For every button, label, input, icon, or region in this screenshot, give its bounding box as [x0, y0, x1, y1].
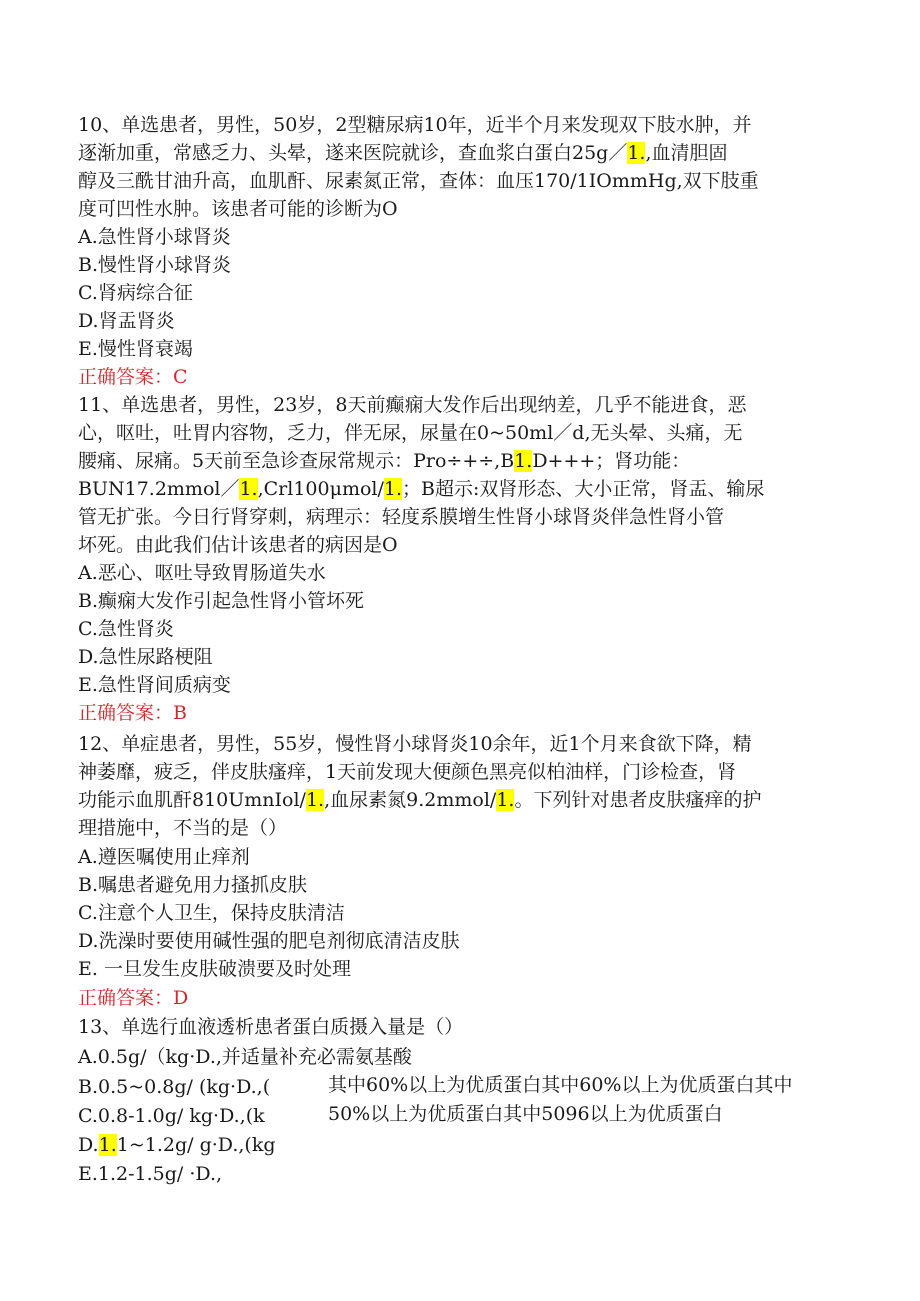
highlight-mark: 1.: [383, 478, 403, 500]
q12-stem-line-4: 理措施中，不当的是（）: [78, 817, 288, 839]
q11-stem-line-3: 腰痛、尿痛。5天前至急诊查尿常规示：Pro÷+÷,B1.D+++；肾功能：: [78, 450, 691, 472]
q11-option-c: C.急性肾炎: [78, 618, 174, 640]
q10-answer: 正确答案：C: [78, 366, 188, 388]
highlight-mark: 1.: [305, 789, 325, 811]
q11-option-a: A.恶心、呕吐导致胃肠道失水: [78, 562, 326, 584]
q13-option-b: B.0.5~0.8g/ (kg·D.,(: [78, 1076, 271, 1098]
q10-stem-line-2: 逐渐加重，常感乏力、头晕，遂来医院就诊，查血浆白蛋白25g／1.,血清胆固: [78, 142, 728, 164]
q12-stem-line-3: 功能示血肌酐810UmnIol/1.,血尿素氮9.2mmol/1.。下列针对患者皮肤瘙痒的护: [78, 789, 762, 811]
q13-option-e: E.1.2-1.5g/ ·D.,: [78, 1163, 223, 1185]
highlight-mark: 1.: [239, 478, 258, 500]
q13-side-text-line-1: 其中60%以上为优质蛋白其中60%以上为优质蛋白其中: [328, 1074, 793, 1096]
q11-stem-line-4: BUN17.2mmol／1.,Crl100μmol/1.；B超示:双肾形态、大小正常，肾盂、输尿: [78, 478, 765, 500]
q11-option-b: B.癫痫大发作引起急性肾小管坏死: [78, 590, 365, 612]
q12-answer: 正确答案：D: [78, 987, 189, 1009]
q10-stem-line-1: 10、单选患者，男性，50岁，2型糖尿病10年，近半个月来发现双下肢水肿，并: [78, 114, 752, 136]
highlight-mark: 1.: [514, 450, 533, 472]
q11-answer: 正确答案：B: [78, 702, 187, 724]
q12-option-d: D.洗澡时要使用碱性强的肥皂剂彻底清洁皮肤: [78, 930, 460, 952]
q12-option-c: C.注意个人卫生，保持皮肤清洁: [78, 902, 345, 924]
q12-stem-line-1: 12、单症患者，男性，55岁，慢性肾小球肾炎10余年，近1个月来食欲下降，精: [78, 733, 752, 755]
q10-stem-line-3: 醇及三酰甘油升高，血肌酐、尿素氮正常，查体：血压170/1IOmmHg,双下肢重: [78, 170, 759, 192]
q13-option-d: D.1.1~1.2g/ g·D.,(kg: [78, 1134, 276, 1156]
q10-stem-line-4: 度可凹性水肿。该患者可能的诊断为O: [78, 198, 398, 220]
q10-option-c: C.肾病综合征: [78, 282, 193, 304]
q10-option-e: E.慢性肾衰竭: [78, 338, 193, 360]
q13-option-c: C.0.8-1.0g/ kg·D.,(k: [78, 1105, 265, 1127]
q13-side-text-line-2: 50%以上为优质蛋白其中5096以上为优质蛋白: [328, 1103, 723, 1125]
highlight-mark: 1.: [627, 142, 646, 164]
highlight-mark: 1.: [496, 789, 515, 811]
q10-option-a: A.急性肾小球肾炎: [78, 226, 231, 248]
q11-stem-line-1: 11、单选患者，男性，23岁，8天前癫痫大发作后出现纳差，几乎不能进食，恶: [78, 394, 747, 416]
q12-option-a: A.遵医嘱使用止痒剂: [78, 846, 250, 868]
q10-option-b: B.慢性肾小球肾炎: [78, 254, 232, 276]
q11-stem-line-2: 心，呕吐，吐胃内容物，乏力，伴无尿，尿量在0~50ml／d,无头晕、头痛，无: [78, 422, 743, 444]
q12-option-b: B.嘱患者避免用力搔抓皮肤: [78, 874, 308, 896]
q11-option-e: E.急性肾间质病变: [78, 674, 231, 696]
q12-stem-line-2: 神萎靡，疲乏，伴皮肤瘙痒，1天前发现大便颜色黑亮似柏油样，门诊检查，肾: [78, 761, 737, 783]
q10-option-d: D.肾盂肾炎: [78, 310, 175, 332]
q12-option-e: E. 一旦发生皮肤破溃要及时处理: [78, 958, 351, 980]
q11-stem-line-5: 管无扩张。今日行肾穿刺，病理示：轻度系膜增生性肾小球肾炎伴急性肾小管: [78, 506, 725, 528]
q13-option-a: A.0.5g/（kg·D.,并适量补充必需氨基酸: [78, 1046, 412, 1068]
highlight-mark: 1.: [98, 1134, 117, 1156]
q11-option-d: D.急性尿路梗阻: [78, 646, 213, 668]
q13-stem: 13、单选行血液透析患者蛋白质摄入量是（）: [78, 1016, 464, 1038]
q11-stem-line-6: 坏死。由此我们估计该患者的病因是O: [78, 534, 398, 556]
